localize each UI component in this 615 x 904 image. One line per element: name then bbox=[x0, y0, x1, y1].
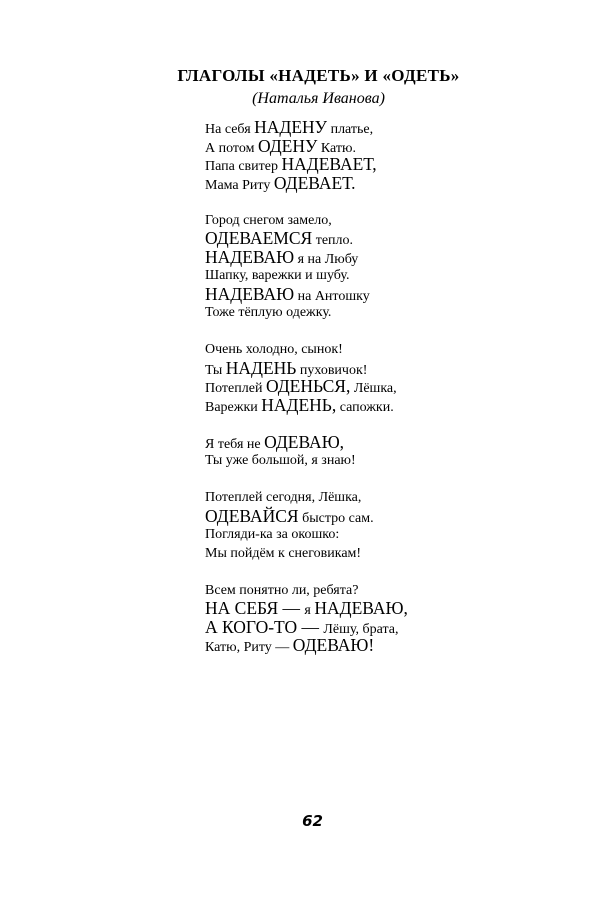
stanza bbox=[205, 433, 585, 470]
poem-line bbox=[205, 581, 585, 600]
line-text: быстро сам. bbox=[298, 510, 374, 526]
line-text: Мы пойдём к снеговикам! bbox=[205, 545, 362, 561]
line-text: Потеплей bbox=[205, 381, 266, 396]
poem-line bbox=[205, 599, 585, 618]
line-text: Катю. bbox=[317, 140, 356, 156]
poem-body bbox=[205, 118, 585, 673]
emphasized-word: ОДЕВАЕТ. bbox=[273, 172, 356, 193]
line-text: платье, bbox=[327, 122, 374, 137]
line-text: Варежки bbox=[205, 399, 262, 415]
line-text: На себя bbox=[205, 122, 255, 137]
line-text: я на Любу bbox=[294, 251, 359, 267]
emphasized-word: ОДЕВАЕМСЯ bbox=[205, 228, 313, 248]
emphasized-word: ОДЕНЬСЯ, bbox=[265, 376, 351, 396]
poem-line bbox=[205, 525, 585, 544]
line-text: Всем понятно ли, ребята? bbox=[205, 582, 359, 598]
poem-line bbox=[205, 636, 585, 655]
emphasized-word: НАДЕВАЮ bbox=[205, 283, 295, 304]
poem-line bbox=[205, 488, 585, 507]
line-text: Потеплей сегодня, Лёшка, bbox=[205, 490, 362, 505]
emphasized-word: НАДЕВАЮ, bbox=[314, 598, 408, 618]
poem-line bbox=[205, 229, 585, 248]
poem-line bbox=[205, 248, 585, 267]
emphasized-word: ОДЕВАЙСЯ bbox=[205, 505, 299, 526]
line-text: Катю, Риту — bbox=[205, 640, 293, 655]
poem-line bbox=[205, 118, 585, 137]
line-text: на Антошку bbox=[294, 288, 370, 304]
emphasized-word: НАДЕВАЮ bbox=[205, 246, 295, 267]
line-text: Погляди-ка за окошко: bbox=[205, 527, 340, 542]
line-text: Папа свитер bbox=[205, 159, 282, 174]
stanza bbox=[205, 488, 585, 562]
line-text: Мама Риту bbox=[205, 177, 274, 193]
poem-line bbox=[205, 174, 585, 193]
page-number: 62 bbox=[302, 812, 323, 830]
poem-line bbox=[205, 396, 585, 415]
emphasized-word: НА СЕБЯ — bbox=[205, 598, 305, 618]
line-text: Лёшка, bbox=[350, 381, 397, 396]
emphasized-word: А КОГО-ТО — bbox=[205, 616, 324, 637]
emphasized-word: НАДЕВАЕТ, bbox=[281, 154, 377, 174]
line-text: Я тебя не bbox=[205, 436, 265, 452]
line-text: тепло. bbox=[312, 233, 354, 248]
line-text: Шапку, варежки и шубу. bbox=[205, 268, 350, 283]
stanza bbox=[205, 581, 585, 655]
poem-line bbox=[205, 285, 585, 304]
line-text: Очень холодно, сынок! bbox=[205, 342, 343, 357]
emphasized-word: ОДЕНУ bbox=[257, 135, 318, 156]
poem-line bbox=[205, 433, 585, 452]
poem-line bbox=[205, 303, 585, 322]
poem-line bbox=[205, 211, 585, 230]
line-text: пуховичок! bbox=[296, 362, 368, 378]
stanza bbox=[205, 118, 585, 192]
poem-title: ГЛАГОЛЫ «НАДЕТЬ» И «ОДЕТЬ» bbox=[177, 66, 460, 85]
poem-author: (Наталья Иванова) bbox=[252, 90, 385, 107]
emphasized-word: НАДЕНЬ bbox=[225, 357, 297, 378]
line-text: Ты уже большой, я знаю! bbox=[205, 453, 356, 468]
poem-line bbox=[205, 544, 585, 563]
poem-line bbox=[205, 266, 585, 285]
poem-line bbox=[205, 451, 585, 470]
stanza bbox=[205, 340, 585, 414]
line-text: Лёшу, брата, bbox=[323, 621, 399, 637]
poem-line bbox=[205, 377, 585, 396]
poem-line bbox=[205, 507, 585, 526]
emphasized-word: НАДЕНЬ, bbox=[261, 394, 337, 415]
poem-line bbox=[205, 359, 585, 378]
emphasized-word: ОДЕВАЮ! bbox=[292, 635, 375, 655]
line-text: Тоже тёплую одежку. bbox=[205, 305, 332, 320]
emphasized-word: ОДЕВАЮ, bbox=[264, 431, 345, 452]
emphasized-word: НАДЕНУ bbox=[254, 117, 328, 137]
line-text: сапожки. bbox=[336, 399, 394, 415]
poem-line bbox=[205, 155, 585, 174]
poem-line bbox=[205, 137, 585, 156]
poem-line bbox=[205, 340, 585, 359]
line-text: Ты bbox=[205, 362, 226, 378]
line-text: Город снегом замело, bbox=[205, 212, 332, 228]
stanza bbox=[205, 211, 585, 322]
poem-line bbox=[205, 618, 585, 637]
line-text: я bbox=[304, 603, 315, 618]
line-text: А потом bbox=[205, 140, 258, 156]
